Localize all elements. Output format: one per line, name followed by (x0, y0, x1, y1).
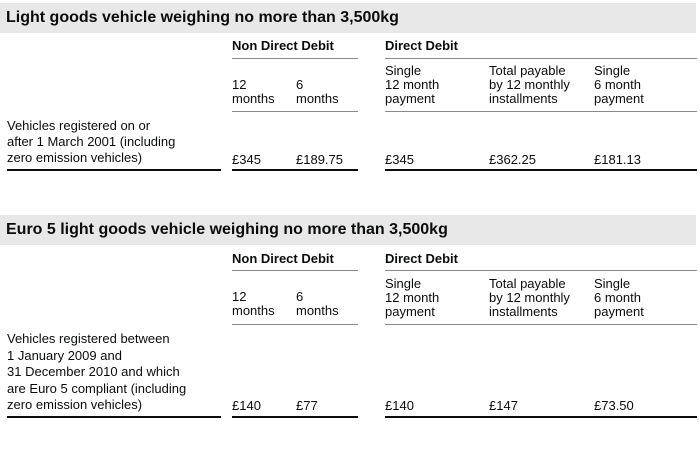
direct-debit-heading: Direct Debit (385, 251, 458, 266)
value-total-payable: £147 (489, 398, 518, 413)
row-rule-label (7, 169, 221, 171)
column-header-6-months: 6 months (296, 289, 339, 318)
non-direct-debit-heading: Non Direct Debit (232, 38, 334, 53)
non-direct-debit-rule (232, 58, 358, 59)
column-header-12-months: 12 months (232, 289, 275, 318)
table-title: Euro 5 light goods vehicle weighing no more than 3,500kg (0, 215, 696, 245)
value-single-6-month: £181.13 (594, 152, 641, 167)
row-label: Vehicles registered on or after 1 March 2001 (including zero emission vehicles) (7, 118, 176, 165)
row-rule-dd (385, 169, 697, 171)
direct-debit-rule (385, 270, 697, 271)
row-rule-non-dd (232, 416, 358, 418)
non-direct-debit-rule (232, 270, 358, 271)
column-header-single-6-month: Single 6 month payment (594, 276, 644, 319)
vehicle-tax-table-2 (0, 215, 700, 435)
value-6-months: £189.75 (296, 152, 343, 167)
value-12-months: £140 (232, 398, 261, 413)
direct-debit-rule (385, 58, 697, 59)
column-header-single-12-month: Single 12 month payment (385, 276, 440, 319)
column-header-single-12-month: Single 12 month payment (385, 63, 440, 106)
header-rule-dd (385, 111, 697, 112)
table-title: Light goods vehicle weighing no more than 3,500kg (0, 3, 696, 33)
column-header-total-payable: Total payable by 12 monthly installments (489, 63, 570, 106)
header-rule-non-dd (232, 324, 358, 325)
value-12-months: £345 (232, 152, 261, 167)
vehicle-tax-table-1 (0, 3, 700, 183)
row-rule-label (7, 416, 221, 418)
non-direct-debit-heading: Non Direct Debit (232, 251, 334, 266)
direct-debit-heading: Direct Debit (385, 38, 458, 53)
value-total-payable: £362.25 (489, 152, 536, 167)
column-header-total-payable: Total payable by 12 monthly installments (489, 276, 570, 319)
value-6-months: £77 (296, 398, 318, 413)
header-rule-non-dd (232, 111, 358, 112)
column-header-single-6-month: Single 6 month payment (594, 63, 644, 106)
row-label: Vehicles registered between 1 January 2009 and 31 December 2010 and which are Euro 5 compliant (including zero emission vehicles) (7, 331, 187, 412)
value-single-12-month: £345 (385, 152, 414, 167)
value-single-6-month: £73.50 (594, 398, 634, 413)
header-rule-dd (385, 324, 697, 325)
value-single-12-month: £140 (385, 398, 414, 413)
row-rule-non-dd (232, 169, 358, 171)
column-header-6-months: 6 months (296, 77, 339, 106)
column-header-12-months: 12 months (232, 77, 275, 106)
row-rule-dd (385, 416, 697, 418)
